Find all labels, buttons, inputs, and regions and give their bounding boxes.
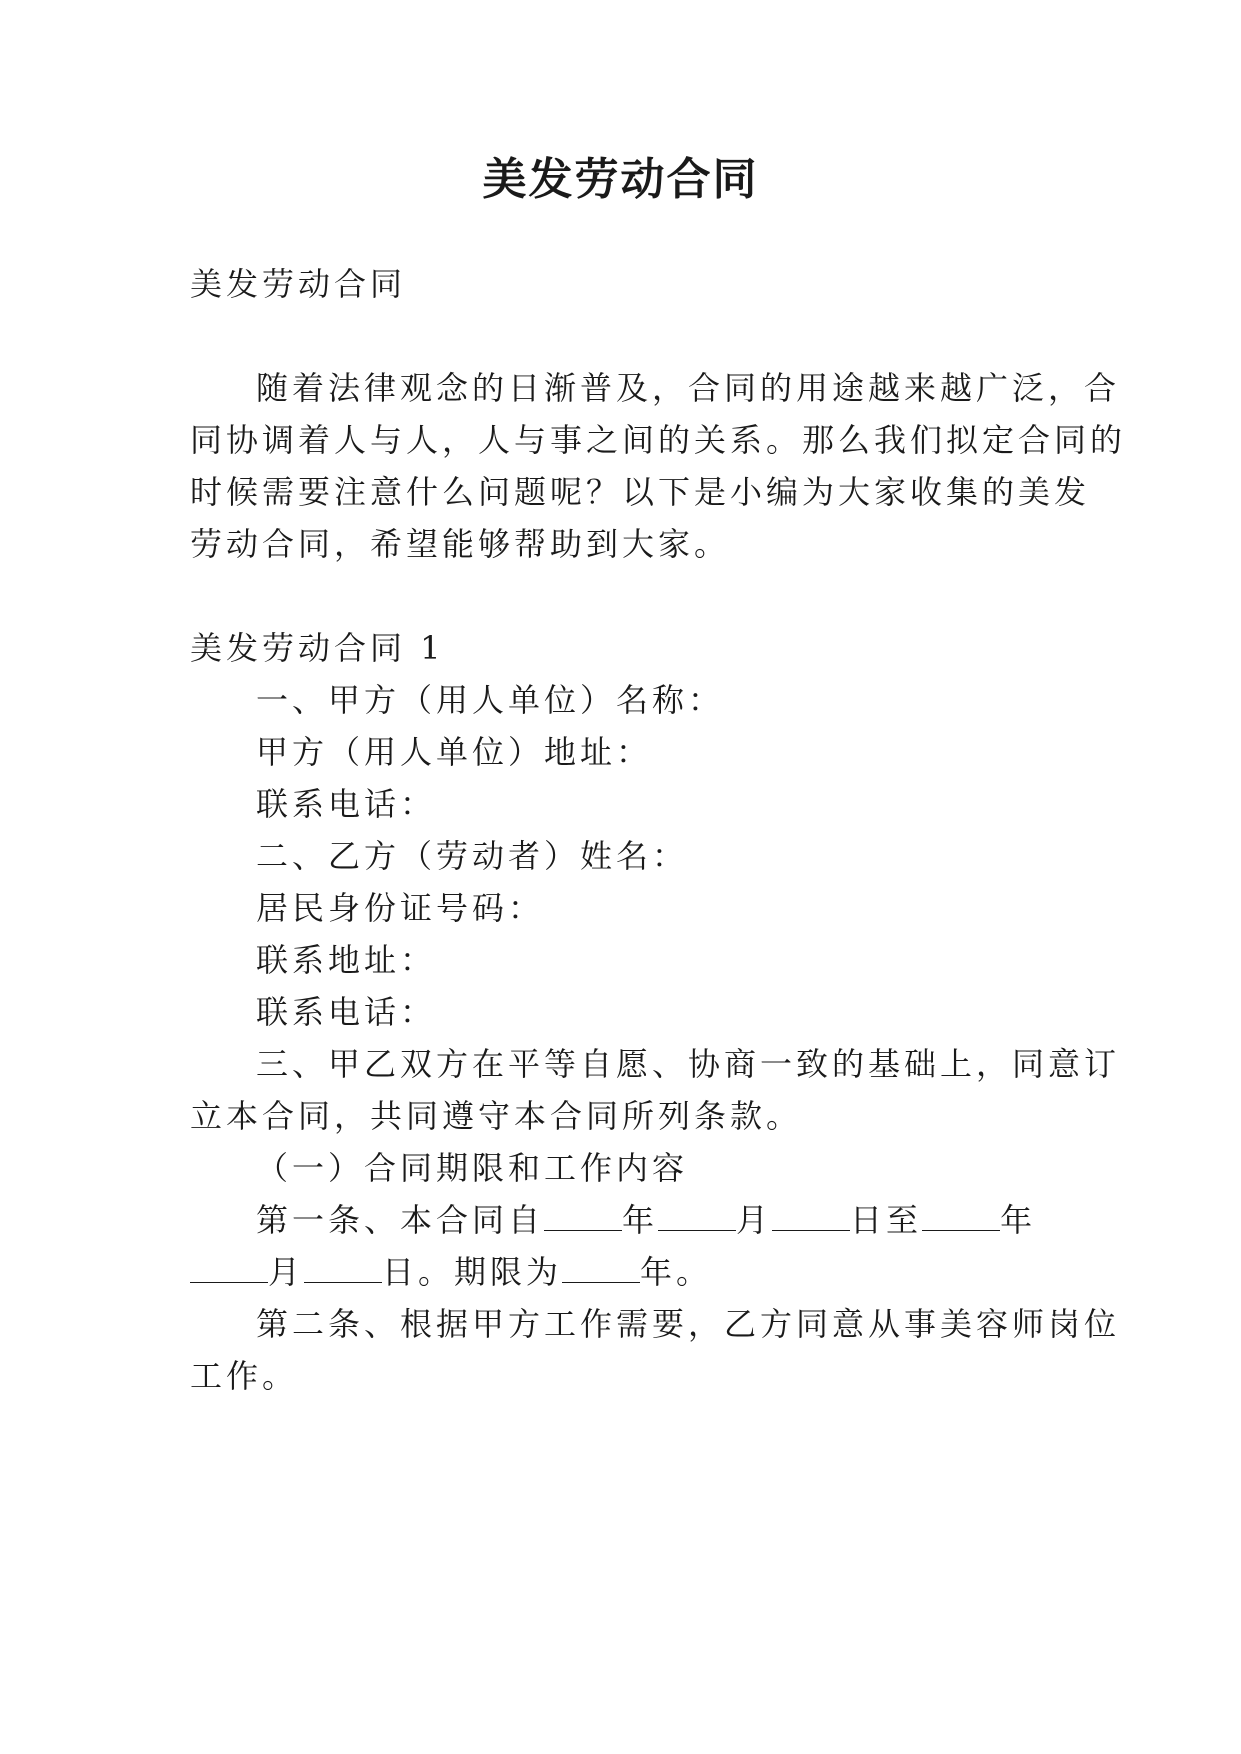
blank-field xyxy=(190,1254,268,1283)
year-label: 年 xyxy=(622,1201,659,1239)
document-subtitle: 美发劳动合同 xyxy=(190,265,407,303)
subsection-heading: （一）合同期限和工作内容 xyxy=(256,1149,689,1187)
section-heading: 美发劳动合同 1 xyxy=(190,629,445,667)
article-one-line xyxy=(190,1250,712,1294)
party-b-id-number: 居民身份证号码： xyxy=(256,889,545,927)
intro-line: 随着法律观念的日渐普及，合同的用途越来越广泛，合 xyxy=(256,369,1121,407)
month-label: 月 xyxy=(268,1253,305,1291)
party-a-name: 一、甲方（用人单位）名称： xyxy=(256,681,725,719)
blank-field xyxy=(922,1202,1000,1231)
party-b-phone: 联系电话： xyxy=(256,993,437,1031)
blank-field xyxy=(562,1254,640,1283)
clause-three-line: 立本合同，共同遵守本合同所列条款。 xyxy=(190,1097,803,1135)
document-title: 美发劳动合同 xyxy=(482,154,759,205)
intro-line: 同协调着人与人，人与事之间的关系。那么我们拟定合同的 xyxy=(190,421,1127,459)
blank-field xyxy=(544,1202,622,1231)
article-one-line xyxy=(256,1198,1036,1242)
intro-line: 劳动合同，希望能够帮助到大家。 xyxy=(190,525,731,563)
party-b-name: 二、乙方（劳动者）姓名： xyxy=(256,837,689,875)
party-a-address: 甲方（用人单位）地址： xyxy=(256,733,653,771)
day-to-label: 日至 xyxy=(850,1201,923,1239)
month-label: 月 xyxy=(736,1201,773,1239)
article-two-line: 工作。 xyxy=(190,1357,299,1395)
clause-three-line: 三、甲乙双方在平等自愿、协商一致的基础上，同意订 xyxy=(256,1045,1121,1083)
end-label: 年。 xyxy=(640,1253,713,1291)
article-one-prefix: 第一条、本合同自 xyxy=(256,1201,545,1239)
blank-field xyxy=(658,1202,736,1231)
party-a-phone: 联系电话： xyxy=(256,785,437,823)
party-b-address: 联系地址： xyxy=(256,941,437,979)
blank-field xyxy=(304,1254,382,1283)
day-period-label: 日。期限为 xyxy=(382,1253,563,1291)
blank-field xyxy=(772,1202,850,1231)
intro-line: 时候需要注意什么问题呢？以下是小编为大家收集的美发 xyxy=(190,473,1091,511)
year-label: 年 xyxy=(1000,1201,1037,1239)
article-two-line: 第二条、根据甲方工作需要，乙方同意从事美容师岗位 xyxy=(256,1305,1121,1343)
